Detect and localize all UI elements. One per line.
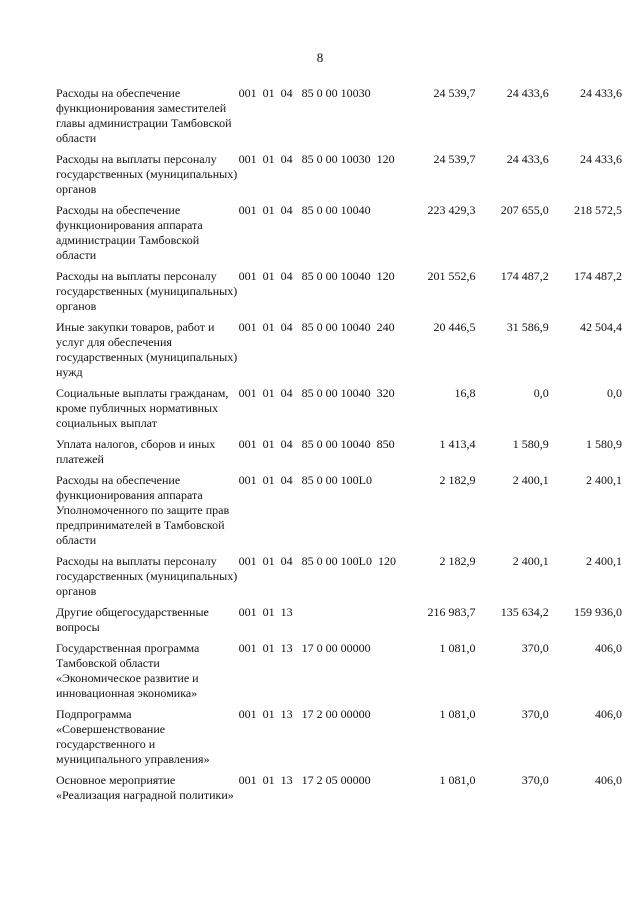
row-description: Расходы на выплаты персоналу государственных (муниципальных) органов xyxy=(56,554,238,598)
row-value-2: 2 400,1 xyxy=(512,554,549,568)
row-value-2: 370,0 xyxy=(521,707,549,721)
row-code: 001 01 13 xyxy=(238,605,293,619)
row-value-3: 0,0 xyxy=(607,386,622,400)
table-row xyxy=(56,554,622,605)
row-value-2: 174 487,2 xyxy=(500,269,549,283)
row-code: 001 01 04 85 0 00 10030 120 xyxy=(238,152,395,166)
row-code: 001 01 04 85 0 00 10040 850 xyxy=(238,437,395,451)
row-description: Расходы на обеспечение функционирования аппарата администрации Тамбовской области xyxy=(56,203,203,262)
row-code: 001 01 04 85 0 00 100L0 xyxy=(238,473,372,487)
row-code: 001 01 04 85 0 00 100L0 120 xyxy=(238,554,396,568)
row-description: Подпрограмма «Совершенствование государственного и муниципального управления» xyxy=(56,707,210,766)
row-value-3: 24 433,6 xyxy=(580,86,622,100)
row-code: 001 01 13 17 2 00 00000 xyxy=(238,707,371,721)
row-value-1: 2 182,9 xyxy=(439,473,476,487)
row-description: Государственная программа Тамбовской области «Экономическое развитие и инновационная экономика» xyxy=(56,641,200,700)
row-code: 001 01 04 85 0 00 10040 120 xyxy=(238,269,395,283)
row-value-2: 24 433,6 xyxy=(506,152,549,166)
table-row xyxy=(56,641,622,707)
row-value-1: 24 539,7 xyxy=(433,86,476,100)
table-row xyxy=(56,86,622,152)
table-row xyxy=(56,203,622,269)
row-description: Расходы на выплаты персоналу государственных (муниципальных) органов xyxy=(56,152,238,196)
row-value-3: 174 487,2 xyxy=(574,269,622,283)
row-description: Расходы на обеспечение функционирования аппарата Уполномоченного по защите прав предпринимателей в Тамбовской области xyxy=(56,473,230,547)
page-number: 8 xyxy=(316,50,324,65)
row-code: 001 01 13 17 0 00 00000 xyxy=(238,641,371,655)
row-code: 001 01 13 17 2 05 00000 xyxy=(238,773,371,787)
table-row xyxy=(56,152,622,203)
row-code: 001 01 04 85 0 00 10040 xyxy=(238,203,371,217)
row-code: 001 01 04 85 0 00 10040 320 xyxy=(238,386,395,400)
row-value-3: 159 936,0 xyxy=(574,605,622,619)
table-row xyxy=(56,473,622,554)
row-value-1: 223 429,3 xyxy=(427,203,476,217)
table-row xyxy=(56,269,622,320)
row-description: Социальные выплаты гражданам, кроме публичных нормативных социальных выплат xyxy=(56,386,229,430)
row-value-3: 2 400,1 xyxy=(586,473,622,487)
row-value-3: 42 504,4 xyxy=(580,320,622,334)
row-value-3: 2 400,1 xyxy=(586,554,622,568)
row-description: Расходы на выплаты персоналу государственных (муниципальных) органов xyxy=(56,269,238,313)
table-row xyxy=(56,605,622,641)
row-value-3: 406,0 xyxy=(595,773,622,787)
row-value-3: 406,0 xyxy=(595,707,622,721)
row-value-2: 0,0 xyxy=(533,386,549,400)
row-value-2: 370,0 xyxy=(521,773,549,787)
row-value-1: 1 081,0 xyxy=(439,707,476,721)
row-value-1: 201 552,6 xyxy=(427,269,476,283)
row-value-1: 24 539,7 xyxy=(433,152,476,166)
row-value-3: 1 580,9 xyxy=(586,437,622,451)
row-value-1: 1 413,4 xyxy=(439,437,476,451)
row-description: Другие общегосударственные вопросы xyxy=(56,605,209,634)
row-value-1: 2 182,9 xyxy=(439,554,476,568)
row-code: 001 01 04 85 0 00 10040 240 xyxy=(238,320,395,334)
row-description: Уплата налогов, сборов и иных платежей xyxy=(56,437,216,466)
row-code: 001 01 04 85 0 00 10030 xyxy=(238,86,371,100)
table-row xyxy=(56,773,622,809)
row-value-3: 218 572,5 xyxy=(574,203,622,217)
row-value-2: 207 655,0 xyxy=(500,203,549,217)
row-description: Расходы на обеспечение функционирования заместителей главы администрации Тамбовской области xyxy=(56,86,232,145)
row-value-2: 1 580,9 xyxy=(512,437,549,451)
row-value-1: 16,8 xyxy=(454,386,476,400)
row-value-2: 370,0 xyxy=(521,641,549,655)
row-value-2: 135 634,2 xyxy=(500,605,549,619)
budget-table xyxy=(56,86,622,809)
row-description: Основное мероприятие «Реализация наградной политики» xyxy=(56,773,234,802)
row-value-2: 24 433,6 xyxy=(506,86,549,100)
row-value-2: 31 586,9 xyxy=(506,320,549,334)
row-value-1: 1 081,0 xyxy=(439,773,476,787)
row-value-3: 24 433,6 xyxy=(580,152,622,166)
table-row xyxy=(56,320,622,386)
row-value-3: 406,0 xyxy=(595,641,622,655)
row-value-1: 216 983,7 xyxy=(427,605,476,619)
row-description: Иные закупки товаров, работ и услуг для обеспечения государственных (муниципальных) нужд xyxy=(56,320,238,379)
row-value-2: 2 400,1 xyxy=(512,473,549,487)
table-row xyxy=(56,707,622,773)
row-value-1: 1 081,0 xyxy=(439,641,476,655)
table-row xyxy=(56,437,622,473)
budget-table-body xyxy=(56,86,622,809)
row-value-1: 20 446,5 xyxy=(433,320,476,334)
table-row xyxy=(56,386,622,437)
